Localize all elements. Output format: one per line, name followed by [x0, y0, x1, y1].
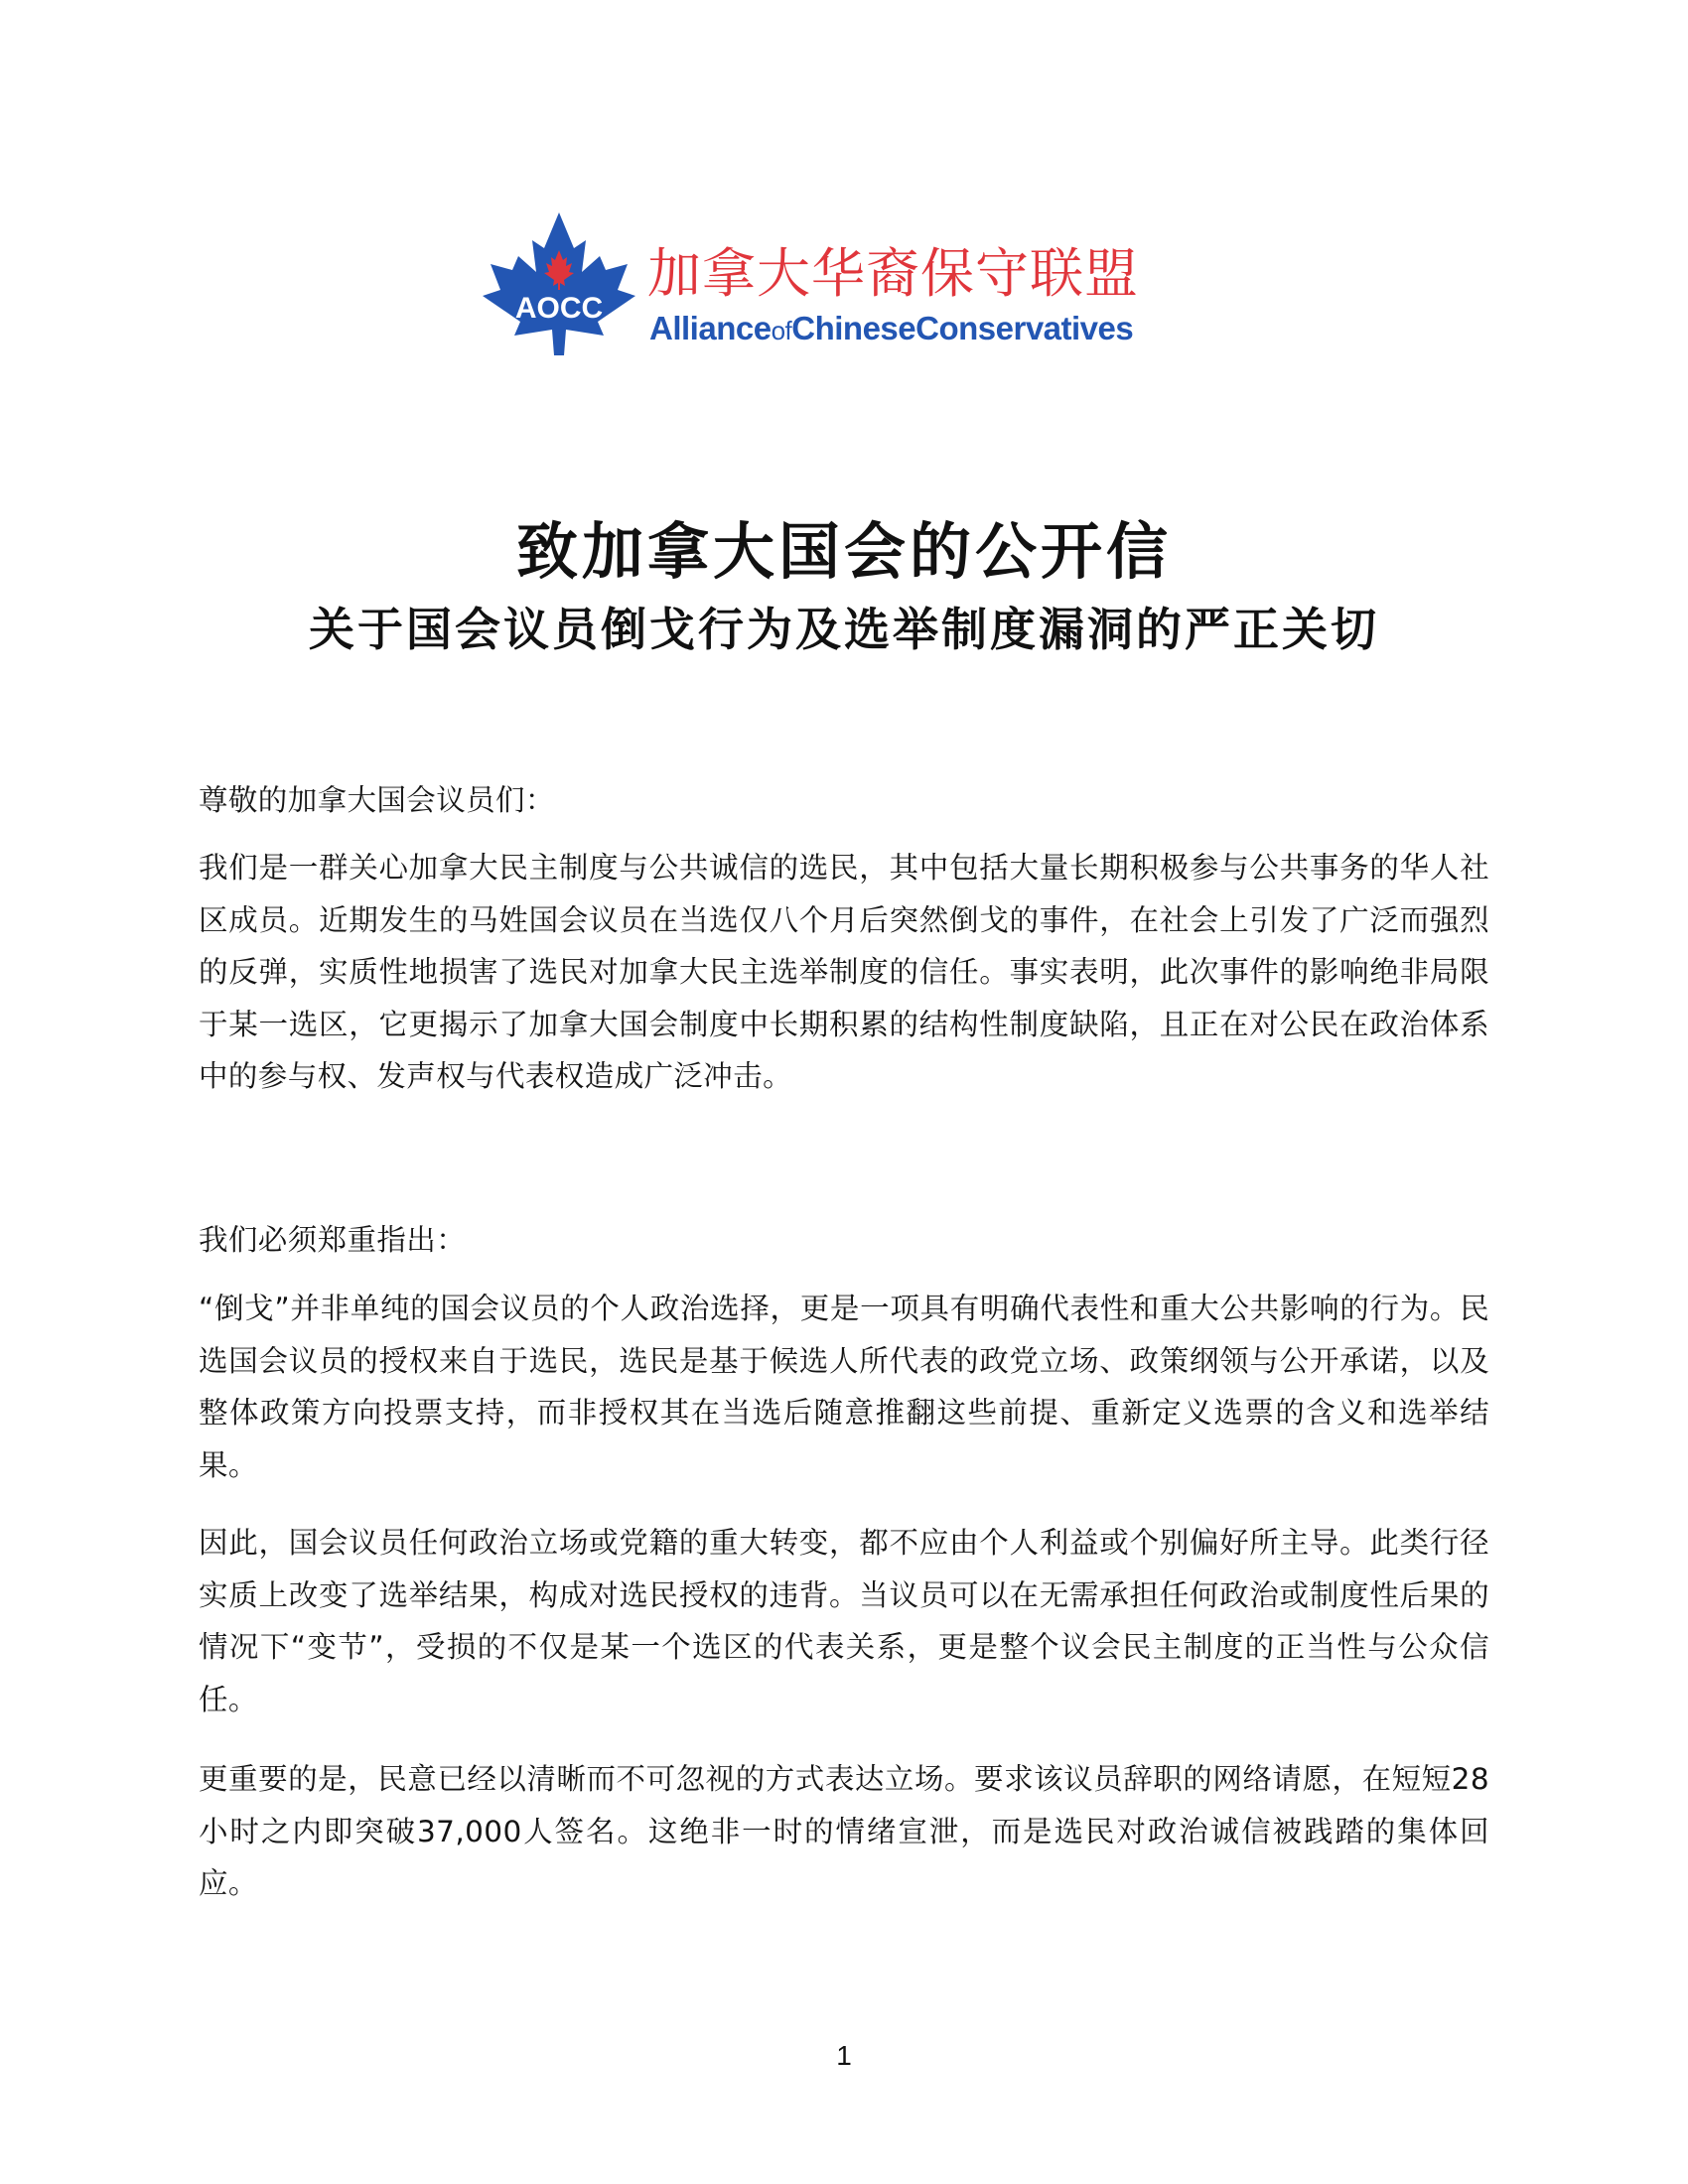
paragraph-3: 因此，国会议员任何政治立场或党籍的重大转变，都不应由个人利益或个别偏好所主导。此类行径实质上改变了选举结果，构成对选民授权的违背。当议员可以在无需承担任何政治或制度性后果的情况下“变节”，受损的不仅是某一个选区的代表关系，更是整个议会民主制度的正当性与公众信任。	[199, 1526, 1489, 1716]
maple-leaf-logo-icon	[479, 210, 639, 357]
page-number: 1	[836, 2040, 852, 2071]
english-name-chinese: Chinese	[791, 310, 916, 346]
paragraph-4: 更重要的是，民意已经以清晰而不可忽视的方式表达立场。要求该议员辞职的网络请愿，在短短28小时之内即突破37,000人签名。这绝非一时的情绪宣泄，而是选民对政治诚信被践踏的集体回应。	[199, 1762, 1489, 1900]
letter-subtitle: 关于国会议员倒戈行为及选举制度漏洞的严正关切	[309, 603, 1379, 656]
english-name-alliance: Alliance	[649, 310, 772, 346]
english-name-conservatives: Conservatives	[915, 310, 1134, 346]
paragraph-1: 我们是一群关心加拿大民主制度与公共诚信的选民，其中包括大量长期积极参与公共事务的华人社区成员。近期发生的马姓国会议员在当选仅八个月后突然倒戈的事件，在社会上引发了广泛而强烈的反弹，实质性地损害了选民对加拿大民主选举制度的信任。事实表明，此次事件的影响绝非局限于某一选区，它更揭示了加拿大国会制度中长期积累的结构性制度缺陷，且正在对公民在政治体系中的参与权、发声权与代表权造成广泛冲击。	[199, 851, 1489, 1093]
organization-chinese-name: 加拿大华裔保守联盟	[647, 242, 1139, 305]
organization-english-name	[649, 310, 1133, 349]
english-name-of: of	[771, 316, 792, 345]
paragraph-intro-2: 我们必须郑重指出：	[199, 1223, 467, 1257]
logo-badge-text: AOCC	[514, 292, 604, 325]
salutation: 尊敬的加拿大国会议员们：	[199, 783, 555, 817]
letter-title: 致加拿大国会的公开信	[515, 515, 1172, 588]
aocc-logo	[479, 210, 1194, 357]
paragraph-2: “倒戈”并非单纯的国会议员的个人政治选择，更是一项具有明确代表性和重大公共影响的行为。民选国会议员的授权来自于选民，选民是基于候选人所代表的政党立场、政策纲领与公开承诺，以及整体政策方向投票支持，而非授权其在当选后随意推翻这些前提、重新定义选票的含义和选举结果。	[199, 1292, 1489, 1482]
